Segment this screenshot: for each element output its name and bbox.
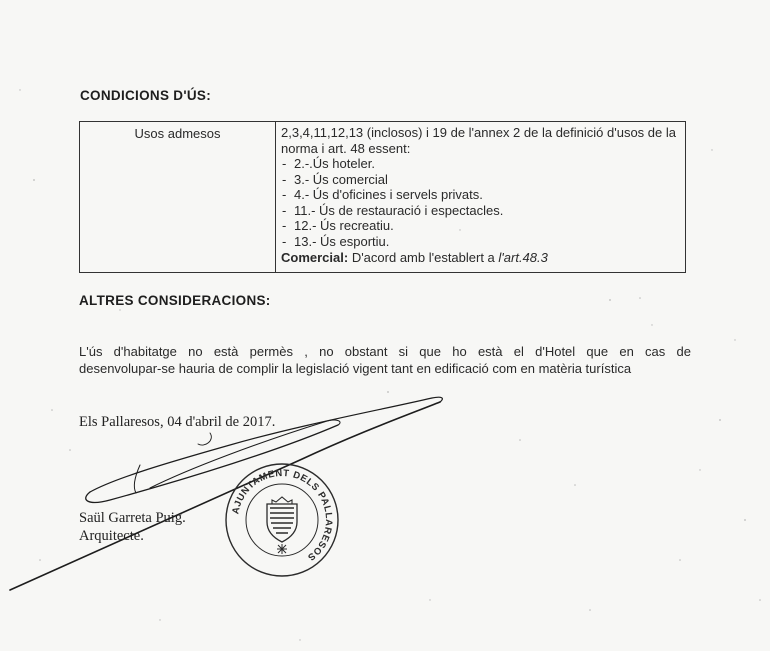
- list-item: - 2.-.Ús hoteler.: [282, 156, 375, 171]
- use-item-text: 13.- Ús esportiu.: [294, 233, 390, 249]
- paragraph-line: desenvolupar-se hauria de complir la legislació vigent tant en edificació com en matèria turística: [79, 361, 632, 376]
- uses-intro: 2,3,4,11,12,13 (inclosos) i 19 de l'annex 2 de la definició d'usos de la norma i art. 48 essent:: [281, 125, 676, 156]
- uses-content: [281, 125, 681, 266]
- table-column-divider: [275, 122, 276, 272]
- list-item: - 12.- Ús recreatiu.: [282, 218, 394, 233]
- dateline: Els Pallaresos, 04 d'abril de 2017.: [79, 414, 276, 430]
- use-item-text: 2.-.Ús hoteler.: [294, 156, 375, 171]
- crest-icon: [267, 497, 297, 554]
- list-item: - 13.- Ús esportiu.: [282, 233, 390, 249]
- uses-table: [79, 121, 686, 273]
- uses-list: [281, 156, 681, 249]
- signer-role: Arquitecte.: [79, 528, 144, 544]
- conditions-heading: CONDICIONS D'ÚS:: [80, 88, 212, 103]
- considerations-paragraph: [79, 343, 691, 377]
- use-item-text: 4.- Ús d'oficines i servels privats.: [294, 187, 483, 202]
- paragraph-line: L'ús d'habitatge no està permès , no obstant si que ho està el d'Hotel que en cas de: [79, 344, 691, 359]
- use-item-text: 11.- Ús de restauració i espectacles.: [294, 202, 504, 218]
- signer-name: Saül Garreta Puig.: [79, 510, 186, 526]
- commercial-label: Comercial:: [281, 250, 349, 265]
- list-item: - 4.- Ús d'oficines i servels privats.: [282, 187, 483, 202]
- commercial-article-ref: l'art.48.3: [498, 250, 548, 265]
- seal-text: AJUNTAMENT DELS PALLARESOS: [230, 467, 335, 563]
- other-considerations-heading: ALTRES CONSIDERACIONS:: [79, 293, 271, 308]
- list-item: - 3.- Ús comercial: [282, 171, 388, 187]
- use-item-text: 3.- Ús comercial: [294, 171, 388, 187]
- use-item-text: 12.- Ús recreatiu.: [294, 218, 394, 233]
- municipal-seal: [222, 460, 342, 580]
- commercial-text: D'acord amb l'establert a: [348, 250, 499, 265]
- uses-label: Usos admesos: [134, 126, 221, 141]
- list-item: - 11.- Ús de restauració i espectacles.: [282, 202, 504, 218]
- commercial-note: [281, 250, 681, 266]
